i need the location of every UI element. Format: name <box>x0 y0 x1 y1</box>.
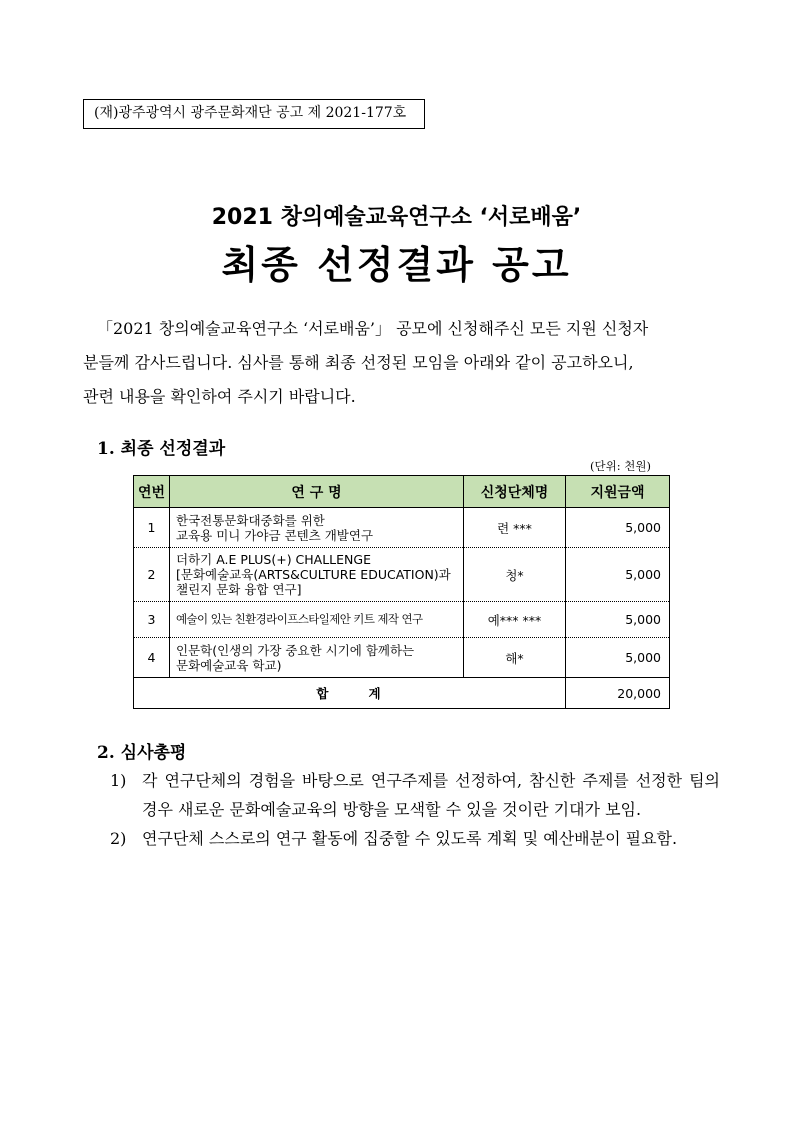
row-amount: 5,000 <box>566 638 670 678</box>
table-row <box>134 548 670 602</box>
intro-line-1: 「2021 창의예술교육연구소 ‘서로배움’」 공모에 신청해주신 모든 지원 신청자 <box>97 319 649 338</box>
notice-number-box <box>83 99 425 129</box>
total-label: 합 계 <box>134 678 566 709</box>
section1-heading: 1. 최종 선정결과 <box>97 439 226 459</box>
review-item <box>110 824 720 853</box>
row-title-line: 더하기 A.E PLUS(+) CHALLENGE <box>176 552 371 567</box>
review-item-number: 1) <box>110 771 127 790</box>
selection-result-table <box>133 475 670 709</box>
row-title-line: 문화예술교육 학교) <box>176 657 282 673</box>
row-title-line: 한국전통문화대중화를 위한 <box>176 512 325 528</box>
unit-label: (단위: 천원) <box>590 459 651 473</box>
review-item <box>110 766 720 824</box>
intro-paragraph <box>83 312 723 414</box>
intro-line-3: 관련 내용을 확인하여 주시기 바랍니다. <box>83 387 356 406</box>
notice-number: (재)광주광역시 광주문화재단 공고 제 2021-177호 <box>94 105 407 121</box>
row-amount: 5,000 <box>566 508 670 548</box>
table-row <box>134 638 670 678</box>
document-title-line2: 최종 선정결과 공고 <box>221 243 572 287</box>
review-item-text: 각 연구단체의 경험을 바탕으로 연구주제를 선정하여, 참신한 주제를 선정한 팀의 경우 새로운 문화예술교육의 방향을 모색할 수 있을 것이란 기대가 보임. <box>142 771 720 819</box>
table-row <box>134 602 670 638</box>
row-title-line: 교육용 미니 가야금 콘텐츠 개발연구 <box>176 527 374 543</box>
row-title <box>170 602 464 638</box>
table-header-row <box>134 476 670 508</box>
table-total-row <box>134 678 670 709</box>
section2-heading: 2. 심사총평 <box>97 743 187 763</box>
row-no: 2 <box>134 548 170 602</box>
row-title <box>170 638 464 678</box>
header-org: 신청단체명 <box>464 476 566 508</box>
row-amount: 5,000 <box>566 548 670 602</box>
row-no: 4 <box>134 638 170 678</box>
row-no: 1 <box>134 508 170 548</box>
row-amount: 5,000 <box>566 602 670 638</box>
row-title-line: 챌린지 문화 융합 연구] <box>176 582 302 597</box>
row-title <box>170 508 464 548</box>
row-title-line: [문화예술교육(ARTS&CULTURE EDUCATION)과 <box>176 567 451 582</box>
row-org: 예*** *** <box>464 602 566 638</box>
header-title: 연 구 명 <box>170 476 464 508</box>
row-no: 3 <box>134 602 170 638</box>
review-list <box>110 766 720 853</box>
total-amount: 20,000 <box>566 678 670 709</box>
row-org: 련 *** <box>464 508 566 548</box>
row-org: 해* <box>464 638 566 678</box>
row-title <box>170 548 464 602</box>
table-row <box>134 508 670 548</box>
header-amount: 지원금액 <box>566 476 670 508</box>
header-no: 연번 <box>134 476 170 508</box>
row-org: 청* <box>464 548 566 602</box>
review-item-text: 연구단체 스스로의 연구 활동에 집중할 수 있도록 계획 및 예산배분이 필요함. <box>142 829 678 848</box>
review-item-number: 2) <box>110 829 127 848</box>
intro-line-2: 분들께 감사드립니다. 심사를 통해 최종 선정된 모임을 아래와 같이 공고하오니, <box>83 353 634 372</box>
row-title-line: 예술이 있는 친환경라이프스타일제안 키트 제작 연구 <box>176 612 423 626</box>
row-title-line: 인문학(인생의 가장 중요한 시기에 함께하는 <box>176 642 415 658</box>
document-title-line1: 2021 창의예술교육연구소 ‘서로배움’ <box>211 205 582 230</box>
